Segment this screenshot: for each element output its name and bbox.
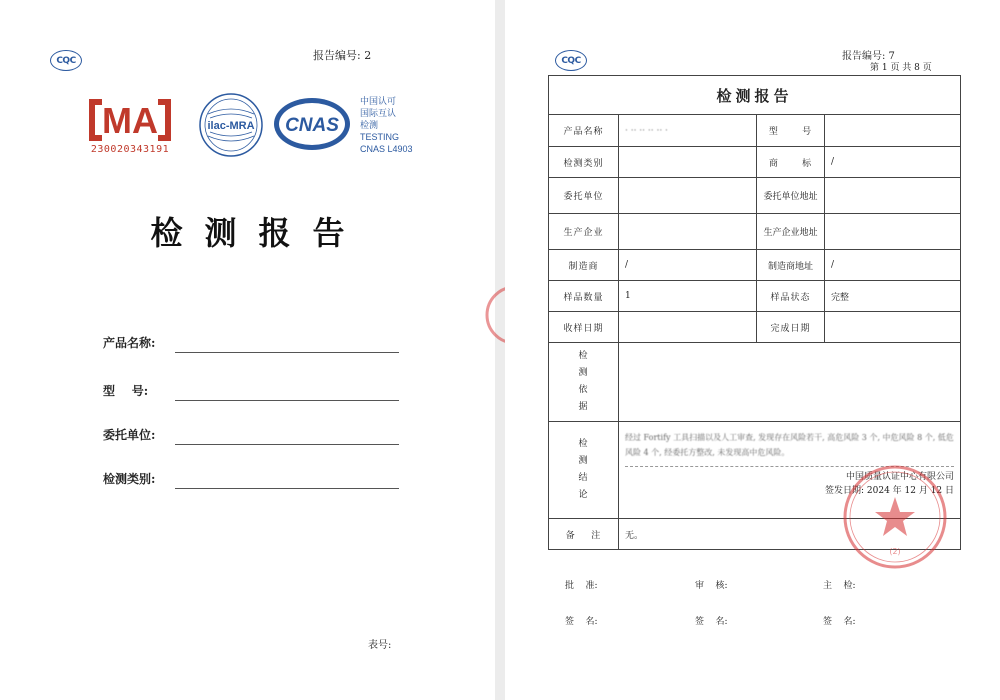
cell-value: 无。: [619, 519, 961, 550]
cell-label: 生产企业地址: [757, 214, 825, 250]
ma-number: 230020343191: [90, 144, 170, 155]
cell-value: [825, 312, 961, 343]
cnas-logo-text: CNAS: [285, 115, 339, 136]
table-row: [549, 281, 961, 312]
cell-label: 完成日期: [757, 312, 825, 343]
cell-value: [619, 343, 961, 422]
field-line: [175, 444, 399, 445]
report-number: 报告编号: 2: [313, 49, 372, 62]
cell-value: [825, 214, 961, 250]
cell-value: [825, 178, 961, 214]
inspect-label: 主 检:: [823, 581, 856, 591]
cell-label: 收样日期: [549, 312, 619, 343]
field-label: 检测类别:: [103, 472, 156, 486]
seal-text: (2): [889, 547, 901, 556]
cell-label: 商 标: [757, 147, 825, 178]
issuer-name: 中国质量认证中心有限公司: [846, 472, 955, 482]
cnas-info-line: 中国认可: [360, 96, 397, 106]
cell-value: /: [619, 250, 757, 281]
table-row: [549, 214, 961, 250]
form-number: 表号:: [368, 640, 392, 651]
cqc-logo: CQC: [555, 50, 587, 71]
cell-value: [619, 178, 757, 214]
cnas-info-line: 国际互认: [360, 108, 397, 118]
sign-label-review: 签 名:: [695, 617, 728, 627]
cell-value: [619, 312, 757, 343]
cell-label: 制造商地址: [757, 250, 825, 281]
vertical-label: 检测依据: [578, 351, 589, 412]
table-title-row: [549, 76, 961, 115]
cell-value: [619, 147, 757, 178]
field-test-category: [103, 470, 403, 490]
cell-value: 1: [619, 281, 757, 312]
issue-date: 签发日期: 2024 年 12 月 12 日: [825, 486, 955, 496]
cqc-logo: CQC: [50, 50, 82, 71]
cell-label: 委托单位地址: [757, 178, 825, 214]
cnas-logo: [272, 96, 352, 152]
cell-value: /: [825, 147, 961, 178]
ma-logo-text: MA: [102, 100, 158, 141]
field-client: [103, 426, 403, 446]
conclusion-text: 经过 Fortify 工具扫描以及人工审查, 发现存在风险若干, 高危风险 3 个, 中危风险 8 个, 低危风险 4 个, 经委托方整改, 未发现高中危风险。: [625, 433, 954, 457]
cell-label: [549, 422, 619, 519]
cnas-info: [360, 95, 413, 155]
table-row: [549, 115, 961, 147]
field-label: 型 号:: [103, 384, 149, 398]
cell-label: 委托单位: [549, 178, 619, 214]
cell-label: 样品状态: [757, 281, 825, 312]
field-model: [103, 382, 403, 402]
cnas-info-line: 检测: [360, 120, 379, 130]
field-line: [175, 400, 399, 401]
cell-label: 型 号: [757, 115, 825, 147]
cover-page: [0, 0, 495, 700]
field-line: [175, 352, 399, 353]
cma-logo: [88, 98, 172, 155]
seal-star-icon: [875, 497, 915, 536]
field-line: [175, 488, 399, 489]
cell-value: [619, 214, 757, 250]
cnas-info-line: CNAS L4903: [360, 144, 413, 154]
cnas-info-line: TESTING: [360, 132, 400, 142]
field-product-name: [103, 334, 403, 354]
review-label: 审 核:: [695, 581, 728, 591]
cell-value: [825, 115, 961, 147]
report-number: 报告编号: 7: [842, 51, 895, 62]
table-row: [549, 178, 961, 214]
cover-title: 检测报告: [150, 214, 367, 252]
sign-label-approve: 签 名:: [565, 617, 598, 627]
cell-label: 备 注: [549, 519, 619, 550]
cell-label: 样品数量: [549, 281, 619, 312]
ilac-logo-text: ilac-MRA: [207, 120, 255, 132]
cell-value: 完整: [825, 281, 961, 312]
page-info: 第 1 页 共 8 页: [870, 63, 932, 73]
table-row: [549, 250, 961, 281]
cell-label: 制造商: [549, 250, 619, 281]
cell-label: 检测类别: [549, 147, 619, 178]
table-row: [549, 147, 961, 178]
sign-label-inspect: 签 名:: [823, 617, 856, 627]
cell-value: · ·· ·· ·· ·· ·: [619, 115, 757, 147]
page-gutter: [495, 0, 505, 700]
cell-label: 生产企业: [549, 214, 619, 250]
cell-label: [549, 343, 619, 422]
field-label: 产品名称:: [103, 336, 156, 350]
cell-label: 产品名称: [549, 115, 619, 147]
cell-value: /: [825, 250, 961, 281]
table-row: [549, 343, 961, 422]
field-label: 委托单位:: [103, 428, 156, 442]
table-row: [549, 312, 961, 343]
report-page: [505, 0, 1000, 700]
vertical-label: 检测结论: [578, 439, 589, 500]
table-title: 检测报告: [549, 76, 961, 115]
official-seal-stamp: [840, 462, 950, 572]
ilac-mra-logo: [198, 92, 264, 158]
approve-label: 批 准:: [565, 581, 598, 591]
